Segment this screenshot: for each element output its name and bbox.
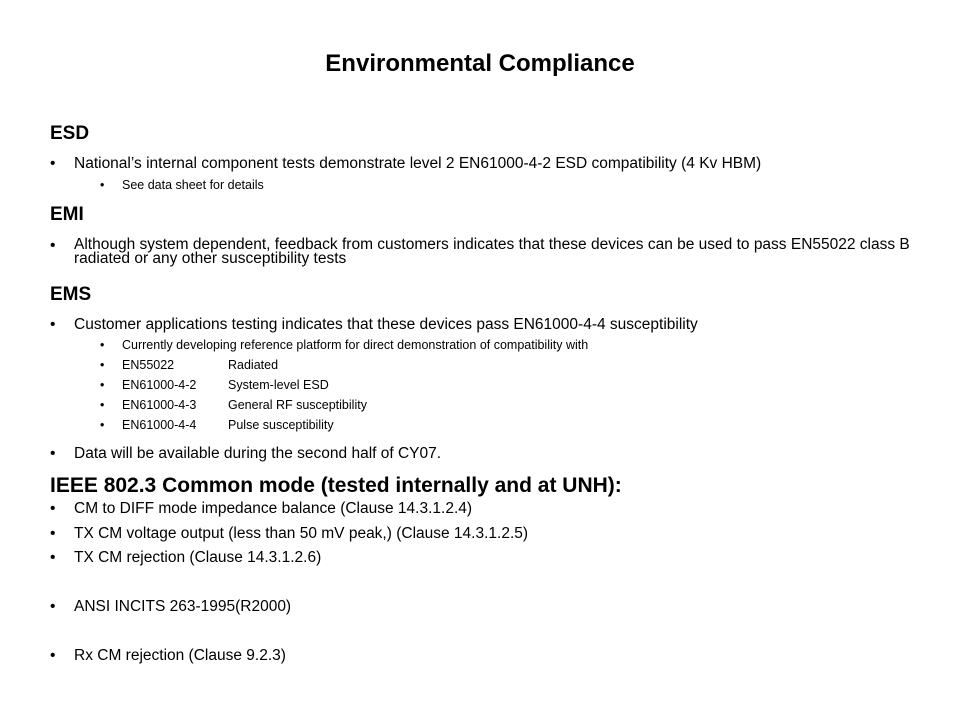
bullet-icon: •: [100, 338, 105, 352]
bullet-icon: •: [50, 237, 56, 254]
standard-code: EN61000-4-2: [122, 378, 197, 392]
ieee-bullet-text: TX CM rejection (Clause 14.3.1.2.6): [74, 549, 322, 566]
bullet-icon: •: [50, 316, 56, 333]
bullet-icon: •: [50, 549, 56, 566]
standard-description: Radiated: [228, 358, 279, 372]
bullet-icon: •: [100, 378, 105, 392]
page-title: Environmental Compliance: [325, 50, 635, 77]
standard-item: [100, 358, 880, 373]
ems-sub-bullet: [100, 338, 880, 353]
ieee-bullet: [50, 550, 910, 566]
ems-sub-bullet-text: Currently developing reference platform for direct demonstration of compatibility with: [122, 338, 589, 352]
standard-description: Pulse susceptibility: [228, 418, 334, 432]
bullet-icon: •: [50, 647, 56, 664]
standard-code: EN55022: [122, 358, 175, 372]
standard-code: EN61000-4-4: [122, 418, 197, 432]
standard-item: [100, 398, 880, 413]
emi-bullet-text: Although system dependent, feedback from customers indicates that these devices can be used to pass EN55022 class B radiated or any other susceptibility tests: [74, 236, 910, 267]
ems-data-bullet-text: Data will be available during the second half of CY07.: [74, 445, 442, 462]
ieee-bullet-text: Rx CM rejection (Clause 9.2.3): [74, 647, 286, 664]
ems-bullet-text: Customer applications testing indicates that these devices pass EN61000-4-4 susceptibility: [74, 316, 698, 333]
esd-bullet-text: National’s internal component tests demonstrate level 2 EN61000-4-2 ESD compatibility (4 Kv HBM): [74, 155, 762, 172]
ieee-bullet-text: ANSI INCITS 263-1995(R2000): [74, 598, 292, 615]
esd-sub-bullet: [100, 178, 880, 193]
ems-data-bullet: [50, 446, 910, 462]
ieee-bullet-text: CM to DIFF mode impedance balance (Clause 14.3.1.2.4): [74, 500, 473, 517]
ieee-bullet-text: TX CM voltage output (less than 50 mV peak,) (Clause 14.3.1.2.5): [74, 525, 529, 542]
standard-description: System-level ESD: [228, 378, 329, 392]
bullet-icon: •: [100, 358, 105, 372]
ems-heading: EMS: [50, 284, 92, 305]
ieee-bullet: [50, 599, 910, 615]
ieee-bullet: [50, 501, 910, 517]
bullet-icon: •: [100, 418, 105, 432]
standard-description: General RF susceptibility: [228, 398, 367, 412]
standard-code: EN61000-4-3: [122, 398, 197, 412]
bullet-icon: •: [50, 525, 56, 542]
emi-heading: EMI: [50, 204, 84, 225]
bullet-icon: •: [100, 178, 105, 192]
bullet-icon: •: [100, 398, 105, 412]
ieee-heading: IEEE 802.3 Common mode (tested internally and at UNH):: [50, 474, 622, 497]
esd-heading: ESD: [50, 123, 90, 144]
esd-sub-bullet-text: See data sheet for details: [122, 178, 264, 192]
bullet-icon: •: [50, 598, 56, 615]
bullet-icon: •: [50, 445, 56, 462]
standard-item: [100, 418, 880, 433]
bullet-icon: •: [50, 155, 56, 172]
ieee-bullet: [50, 526, 910, 542]
esd-bullet: [50, 156, 910, 172]
ems-bullet: [50, 317, 910, 333]
standard-item: [100, 378, 880, 393]
bullet-icon: •: [50, 500, 56, 517]
emi-bullet: [50, 238, 910, 266]
ieee-bullet: [50, 648, 910, 664]
